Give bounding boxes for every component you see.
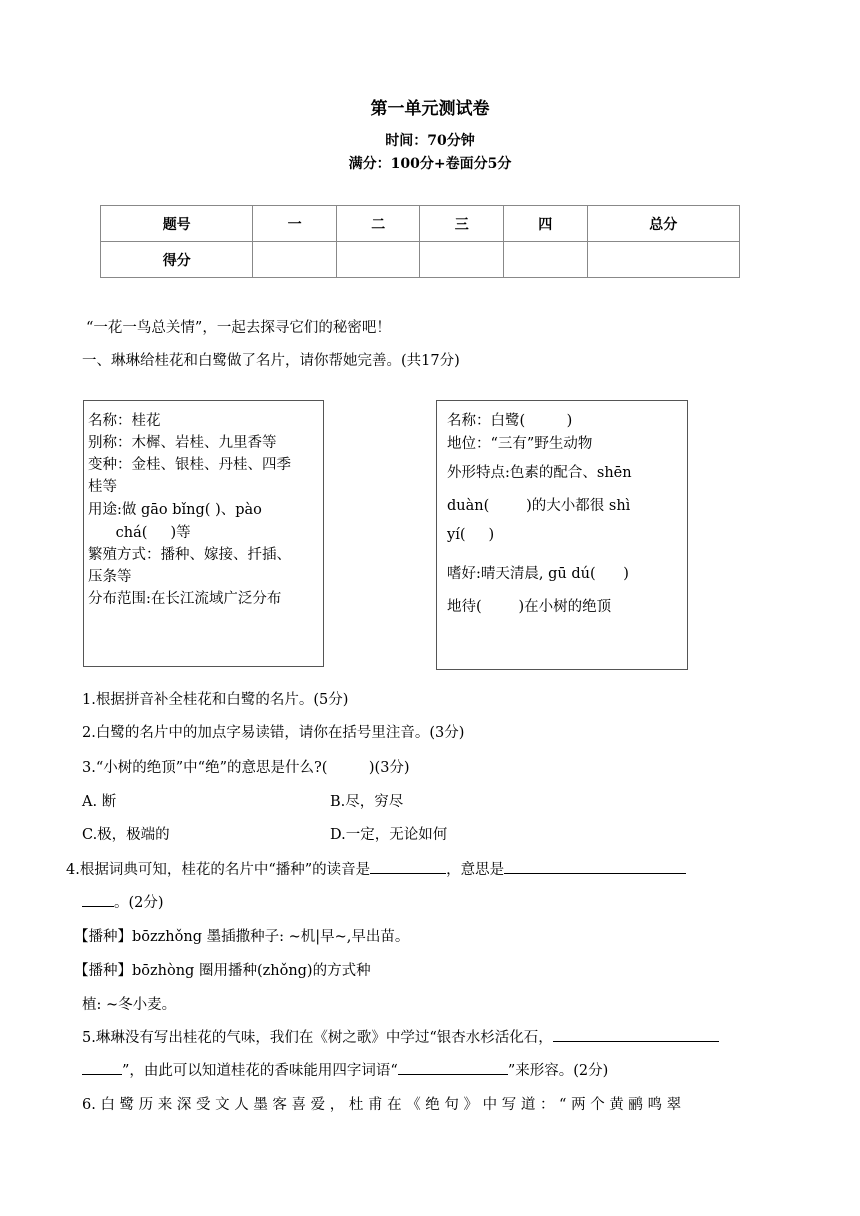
page-title: 第一单元测试卷 <box>370 99 490 119</box>
question-5-text: ”来形容。(2分) <box>507 1063 609 1079</box>
card-line: 外形特点:色素的配合、shēn <box>447 465 632 481</box>
question-2: 2.白鹭的名片中的加点字易读错，请你在括号里注音。(3分) <box>82 725 465 741</box>
question-5 <box>82 1026 719 1047</box>
question-6: 6. 白 鹭 历 来 深 受 文 人 墨 客 喜 爱 ， 杜 甫 在 《 绝 句 》 中 写 道 ： “ 两 个 黄 鹂 鸣 翠 <box>82 1097 682 1113</box>
answer-blank[interactable] <box>398 1060 508 1075</box>
question-5-continued <box>82 1059 608 1080</box>
score-row-label: 得分 <box>101 242 253 278</box>
question-4 <box>66 858 686 879</box>
dictionary-entry-2-continued: 植: ~冬小麦。 <box>82 997 177 1013</box>
card-line: 繁殖方式：播种、嫁接、扦插、 <box>88 547 291 563</box>
card-line: 变种：金桂、银桂、丹桂、四季 <box>88 457 291 473</box>
card-line: 名称：桂花 <box>88 413 161 429</box>
score-header-cell: 二 <box>336 206 420 242</box>
answer-blank[interactable] <box>370 859 446 874</box>
card-line: 地待( )在小树的绝顶 <box>447 599 612 615</box>
question-4-text: 。(2分) <box>114 895 164 911</box>
question-5-text: 5.琳琳没有写出桂花的气味，我们在《树之歌》中学过“银杏水杉活化石， <box>82 1030 553 1046</box>
score-table <box>100 205 740 278</box>
score-header-cell: 三 <box>420 206 504 242</box>
card-line: 地位：“三有”野生动物 <box>447 436 593 452</box>
full-score: 满分：100分+卷面分5分 <box>348 156 512 172</box>
question-3: 3.“小树的绝顶”中“绝”的意思是什么?( )(3分) <box>82 760 410 776</box>
answer-blank[interactable] <box>504 859 686 874</box>
question-4-continued <box>82 891 164 912</box>
card-line: 嗜好:晴天清晨, gū dú( ) <box>447 566 629 582</box>
option-b[interactable]: B.尽，穷尽 <box>330 794 404 810</box>
answer-blank[interactable] <box>82 892 114 907</box>
score-table-header-row <box>101 206 740 242</box>
card-line: 分布范围:在长江流域广泛分布 <box>88 591 282 607</box>
score-cell[interactable] <box>336 242 420 278</box>
time-limit: 时间：70分钟 <box>385 133 475 149</box>
score-table-score-row <box>101 242 740 278</box>
score-cell[interactable] <box>587 242 739 278</box>
score-cell[interactable] <box>420 242 504 278</box>
card-line: yí( ) <box>447 527 495 543</box>
dictionary-entry-1: 【播种】bōzzhǒng 墨插撒种子: ~机|早~,早出苗。 <box>74 929 410 945</box>
card-line: 压条等 <box>88 569 132 585</box>
option-c[interactable]: C.极，极端的 <box>82 827 170 843</box>
section-heading: 一、琳琳给桂花和白鹭做了名片，请你帮她完善。(共17分) <box>82 353 460 369</box>
answer-blank[interactable] <box>82 1060 122 1075</box>
score-cell[interactable] <box>253 242 337 278</box>
score-header-cell: 一 <box>253 206 337 242</box>
card-line: 桂等 <box>88 479 117 495</box>
card-line: duàn( )的大小都很 shì <box>447 498 631 514</box>
dictionary-entry-2: 【播种】bōzhòng 圈用播种(zhǒng)的方式种 <box>74 963 371 979</box>
score-header-cell: 四 <box>504 206 588 242</box>
option-d[interactable]: D.一定，无论如何 <box>330 827 448 843</box>
intro-text: “一花一鸟总关情”，一起去探寻它们的秘密吧！ <box>86 320 391 336</box>
score-cell[interactable] <box>504 242 588 278</box>
answer-blank[interactable] <box>553 1027 719 1042</box>
card-line: 名称：白鹭( ) <box>447 413 573 429</box>
question-1: 1.根据拼音补全桂花和白鹭的名片。(5分) <box>82 692 349 708</box>
option-a[interactable]: A. 断 <box>82 794 117 810</box>
question-5-text: ”，由此可以知道桂花的香味能用四字词语“ <box>122 1063 398 1079</box>
score-header-cell: 题号 <box>101 206 253 242</box>
question-4-text: 4.根据词典可知，桂花的名片中“播种”的读音是 <box>66 862 371 878</box>
card-line: 别称：木樨、岩桂、九里香等 <box>88 435 277 451</box>
card-line: chá( )等 <box>88 525 191 541</box>
question-4-text: ，意思是 <box>446 862 505 878</box>
card-line: 用途:做 gāo bǐng( )、pào <box>88 502 262 518</box>
score-header-cell: 总分 <box>587 206 739 242</box>
